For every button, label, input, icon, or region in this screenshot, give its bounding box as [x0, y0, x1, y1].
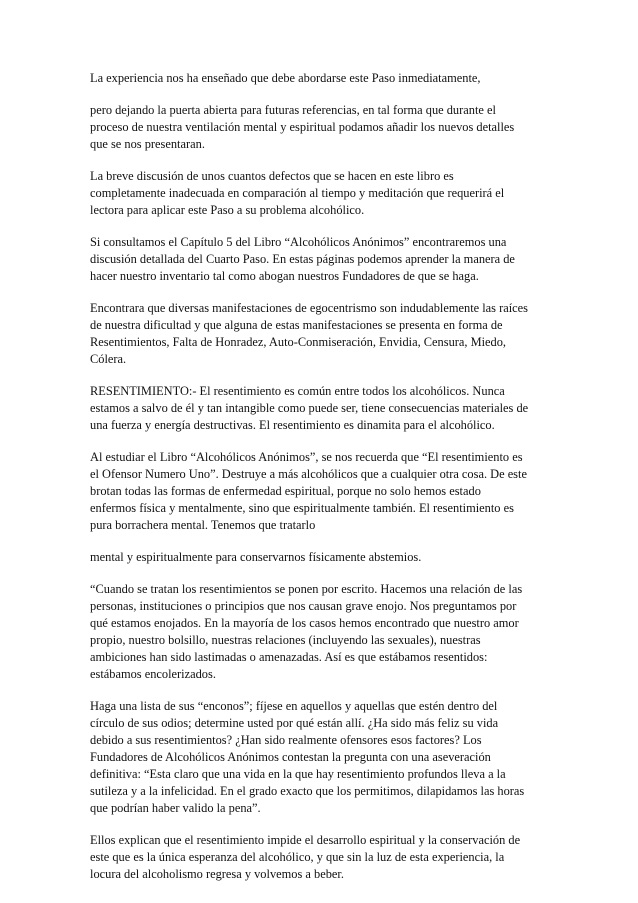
- paragraph: [90, 70, 550, 87]
- text-line: debido a sus resentimientos? ¿Han sido realmente ofensores esos factores? Los: [90, 733, 482, 747]
- text-line: este que es la única esperanza del alcohólico, y que sin la luz de esta experiencia, la: [90, 850, 505, 864]
- text-line: proceso de nuestra ventilación mental y espiritual podamos añadir los nuevos detalles: [90, 120, 515, 134]
- text-line: pero dejando la puerta abierta para futuras referencias, en tal forma que durante el: [90, 103, 496, 117]
- text-line: brotan todas las formas de enfermedad espiritual, porque no solo hemos estado: [90, 484, 481, 498]
- text-line: locura del alcoholismo regresa y volvemos a beber.: [90, 867, 344, 881]
- paragraph: [90, 449, 550, 534]
- text-line: círculo de sus odios; determine usted por qué están allí. ¿Ha sido más feliz su vida: [90, 716, 499, 730]
- text-line: personas, instituciones o principios que nos causan grave enojo. Nos preguntamos por: [90, 599, 517, 613]
- text-line: hacer nuestro inventario tal como abogan nuestros Fundadores de que se haga.: [90, 269, 479, 283]
- text-line: de nuestra dificultad y que alguna de estas manifestaciones se presenta en forma de: [90, 318, 503, 332]
- text-line: Si consultamos el Capítulo 5 del Libro “Alcohólicos Anónimos” encontraremos una: [90, 235, 507, 249]
- paragraph: [90, 832, 550, 883]
- paragraph: [90, 102, 550, 153]
- document-page: [90, 70, 550, 898]
- text-line: mental y espiritualmente para conservarnos físicamente abstemios.: [90, 550, 422, 564]
- paragraph: [90, 300, 550, 368]
- text-line: Haga una lista de sus “enconos”; fíjese en aquellos y aquellas que estén dentro del: [90, 699, 498, 713]
- text-line: que se nos presentaran.: [90, 137, 205, 151]
- text-line: enfermos física y mentalmente, sino que espiritualmente también. El resentimiento es: [90, 501, 514, 515]
- text-line: discusión detallada del Cuarto Paso. En estas páginas podemos aprender la manera de: [90, 252, 515, 266]
- text-line: completamente inadecuada en comparación al tiempo y meditación que requerirá el: [90, 186, 505, 200]
- text-line: Al estudiar el Libro “Alcohólicos Anónimos”, se nos recuerda que “El resentimiento es: [90, 450, 523, 464]
- text-line: Ellos explican que el resentimiento impide el desarrollo espiritual y la conservación de: [90, 833, 521, 847]
- text-line: ambiciones han sido lastimadas o amenazadas. Así es que estábamos resentidos:: [90, 650, 488, 664]
- text-line: Resentimientos, Falta de Honradez, Auto-Conmiseración, Envidia, Censura, Miedo,: [90, 335, 507, 349]
- text-line: Encontrara que diversas manifestaciones de egocentrismo son indudablemente las raíces: [90, 301, 528, 315]
- text-line: propio, nuestro bolsillo, nuestras relaciones (incluyendo las sexuales), nuestras: [90, 633, 481, 647]
- text-line: pura borrachera mental. Tenemos que tratarlo: [90, 518, 316, 532]
- text-line: sutileza y a la infelicidad. En el grado exacto que los permitimos, dilapidamos las horas: [90, 784, 525, 798]
- text-line: lectora para aplicar este Paso a su problema alcohólico.: [90, 203, 365, 217]
- text-line: qué estamos enojados. En la mayoría de los casos hemos encontrado que nuestro amor: [90, 616, 519, 630]
- paragraph: [90, 234, 550, 285]
- text-line: Cólera.: [90, 352, 127, 366]
- paragraph: [90, 698, 550, 817]
- text-line: RESENTIMIENTO:- El resentimiento es común entre todos los alcohólicos. Nunca: [90, 384, 505, 398]
- text-line: definitiva: “Esta claro que una vida en la que hay resentimiento profundos lleva a la: [90, 767, 506, 781]
- text-line: La breve discusión de unos cuantos defectos que se hacen en este libro es: [90, 169, 454, 183]
- text-line: “Cuando se tratan los resentimientos se ponen por escrito. Hacemos una relación de las: [90, 582, 523, 596]
- paragraph: [90, 549, 550, 566]
- text-line: el Ofensor Numero Uno”. Destruye a más alcohólicos que a cualquier otra cosa. De este: [90, 467, 527, 481]
- text-line: que podrían haber valido la pena”.: [90, 801, 261, 815]
- paragraph: [90, 383, 550, 434]
- paragraph: [90, 581, 550, 683]
- text-line: Fundadores de Alcohólicos Anónimos contestan la pregunta con una aseveración: [90, 750, 491, 764]
- text-line: estamos a salvo de él y tan intangible como puede ser, tiene consecuencias materiales de: [90, 401, 529, 415]
- paragraph: [90, 168, 550, 219]
- text-line: estábamos encolerizados.: [90, 667, 216, 681]
- text-line: La experiencia nos ha enseñado que debe abordarse este Paso inmediatamente,: [90, 71, 481, 85]
- text-line: una fuerza y energía destructivas. El resentimiento es dinamita para el alcohólico.: [90, 418, 495, 432]
